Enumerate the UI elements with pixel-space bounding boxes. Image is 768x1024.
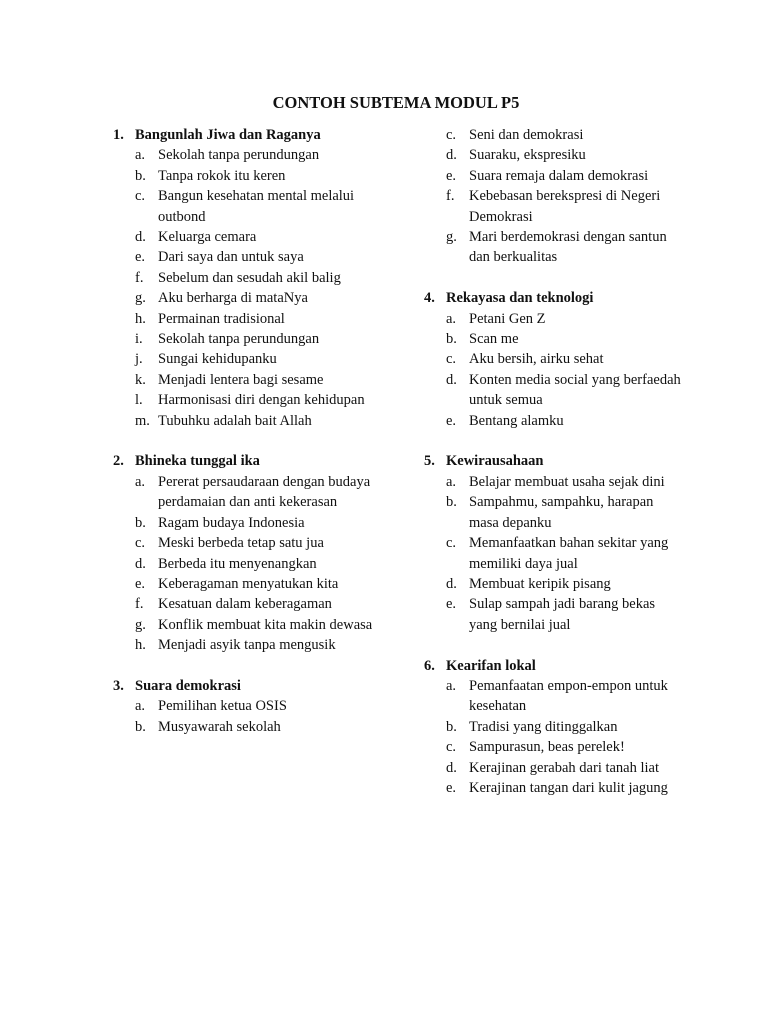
- item-text: Keberagaman menyatukan kita: [158, 575, 339, 592]
- item-letter: d.: [446, 371, 457, 388]
- section-title: Bangunlah Jiwa dan Raganya: [135, 127, 321, 143]
- spacer: [424, 431, 686, 451]
- item-text: Tubuhku adalah bait Allah: [158, 412, 312, 429]
- item-text: Aku berharga di mataNya: [158, 290, 308, 307]
- section-number: 2.: [113, 453, 124, 470]
- list-item: [424, 329, 686, 349]
- list-item: [424, 166, 686, 186]
- item-letter: g.: [446, 229, 457, 246]
- item-letter: f.: [135, 596, 144, 613]
- section-4: [424, 288, 686, 431]
- section-1: [113, 125, 375, 431]
- item-letter: m.: [135, 412, 150, 429]
- section-2: [113, 451, 375, 655]
- item-text: Sulap sampah jadi barang bekas yang bernilai jual: [469, 596, 656, 633]
- list-item: [113, 513, 375, 533]
- item-letter: e.: [446, 596, 457, 613]
- list-item: [424, 574, 686, 594]
- item-letter: b.: [135, 514, 146, 531]
- item-list: [424, 472, 686, 635]
- item-text: Sampurasun, beas perelek!: [469, 739, 625, 756]
- list-item: [113, 696, 375, 716]
- item-letter: h.: [135, 637, 146, 654]
- section-5: [424, 451, 686, 635]
- list-item: [424, 186, 686, 227]
- list-item: [113, 717, 375, 737]
- item-letter: a.: [446, 310, 457, 327]
- item-text: Menjadi lentera bagi sesame: [158, 371, 324, 388]
- section-title: Kearifan lokal: [446, 657, 536, 674]
- list-item: [113, 390, 375, 410]
- list-item: [113, 349, 375, 369]
- item-text: Aku bersih, airku sehat: [469, 351, 604, 368]
- spacer: [424, 635, 686, 655]
- list-item: [424, 472, 686, 492]
- item-list: [424, 676, 686, 798]
- list-item: [113, 288, 375, 308]
- section-6: [424, 656, 686, 799]
- item-text: Konten media social yang berfaedah untuk semua: [469, 371, 681, 409]
- item-text: Sekolah tanpa perundungan: [158, 331, 320, 348]
- list-item: [113, 615, 375, 635]
- item-text: Sungai kehidupanku: [158, 351, 277, 368]
- list-item: [424, 309, 686, 329]
- list-item: [113, 309, 375, 329]
- item-letter: d.: [446, 575, 457, 592]
- section-number: 5.: [424, 453, 435, 470]
- item-letter: b.: [446, 494, 457, 511]
- list-item: [424, 492, 686, 533]
- spacer: [113, 656, 375, 676]
- section-heading: [424, 656, 686, 676]
- list-item: [113, 186, 375, 227]
- section-heading: [113, 676, 375, 696]
- item-list: [113, 145, 375, 431]
- item-letter: c.: [446, 351, 457, 368]
- list-item: [424, 370, 686, 411]
- list-item: [424, 717, 686, 737]
- item-text: Kerajinan gerabah dari tanah liat: [469, 759, 660, 776]
- list-item: [113, 554, 375, 574]
- list-item: [424, 778, 686, 798]
- item-text: Musyawarah sekolah: [158, 718, 281, 735]
- list-item: [424, 594, 686, 635]
- item-letter: c.: [446, 739, 457, 756]
- list-item: [424, 227, 686, 268]
- item-letter: b.: [135, 167, 146, 184]
- item-letter: a.: [446, 473, 457, 490]
- item-text: Bentang alamku: [469, 412, 564, 429]
- list-item: [113, 533, 375, 553]
- item-letter: g.: [135, 290, 146, 307]
- item-letter: c.: [446, 127, 457, 143]
- item-letter: e.: [135, 249, 146, 266]
- spacer: [424, 268, 686, 288]
- item-letter: k.: [135, 371, 146, 388]
- item-text: Memanfaatkan bahan sekitar yang memiliki daya jual: [469, 535, 669, 572]
- item-letter: b.: [446, 331, 457, 348]
- item-text: Sebelum dan sesudah akil balig: [158, 269, 341, 286]
- item-letter: b.: [446, 718, 457, 735]
- item-text: Sekolah tanpa perundungan: [158, 147, 320, 164]
- list-item: [113, 370, 375, 390]
- item-letter: a.: [446, 677, 457, 694]
- item-list: [113, 472, 375, 656]
- list-item: [113, 145, 375, 165]
- section-heading: [113, 125, 375, 145]
- section-title: Suara demokrasi: [135, 677, 241, 694]
- item-text: Permainan tradisional: [158, 310, 285, 327]
- list-item: [113, 227, 375, 247]
- item-letter: d.: [135, 555, 146, 572]
- item-text: Pemilihan ketua OSIS: [158, 698, 287, 715]
- left-column: [113, 125, 375, 737]
- list-item: [113, 329, 375, 349]
- item-text: Mari berdemokrasi dengan santun dan berkualitas: [469, 229, 667, 266]
- list-item: [424, 676, 686, 717]
- item-text: Meski berbeda tetap satu jua: [158, 535, 324, 552]
- list-item: [113, 472, 375, 513]
- list-item: [113, 635, 375, 655]
- item-letter: j.: [135, 351, 143, 368]
- list-item: [113, 268, 375, 288]
- item-text: Scan me: [469, 331, 519, 348]
- item-letter: h.: [135, 310, 146, 327]
- section-heading: [424, 451, 686, 471]
- item-text: Suara remaja dalam demokrasi: [469, 167, 649, 184]
- spacer: [113, 431, 375, 451]
- item-letter: b.: [135, 718, 146, 735]
- item-letter: c.: [446, 535, 457, 552]
- section-number: 1.: [113, 127, 124, 143]
- page-title: CONTOH SUBTEMA MODUL P5: [272, 93, 520, 112]
- item-letter: i.: [135, 331, 143, 348]
- item-text: Tanpa rokok itu keren: [158, 167, 286, 184]
- item-letter: c.: [135, 188, 146, 205]
- section-heading: [113, 451, 375, 471]
- right-column: [424, 125, 686, 798]
- list-item: [424, 533, 686, 574]
- item-text: Petani Gen Z: [469, 310, 546, 327]
- item-text: Sampahmu, sampahku, harapan masa depanku: [469, 494, 654, 531]
- section-heading: [424, 288, 686, 308]
- section-number: 4.: [424, 290, 435, 307]
- item-letter: a.: [135, 473, 146, 490]
- item-letter: f.: [446, 188, 455, 205]
- item-letter: e.: [446, 779, 457, 796]
- item-text: Bangun kesehatan mental melalui outbond: [158, 188, 355, 225]
- item-text: Kesatuan dalam keberagaman: [158, 596, 332, 613]
- list-item: [113, 166, 375, 186]
- item-text: Dari saya dan untuk saya: [158, 249, 304, 266]
- item-text: Menjadi asyik tanpa mengusik: [158, 637, 336, 654]
- item-text: Membuat keripik pisang: [469, 575, 611, 592]
- item-text: Belajar membuat usaha sejak dini: [469, 473, 665, 490]
- section-3: [113, 676, 375, 737]
- list-item: [424, 737, 686, 757]
- item-text: Pererat persaudaraan dengan budaya perdamaian dan anti kekerasan: [158, 473, 371, 511]
- item-text: Keluarga cemara: [158, 229, 257, 246]
- item-text: Harmonisasi diri dengan kehidupan: [158, 392, 365, 409]
- item-text: Kerajinan tangan dari kulit jagung: [469, 779, 668, 796]
- item-text: Konflik membuat kita makin dewasa: [158, 616, 373, 633]
- list-item: [113, 411, 375, 431]
- list-item: [424, 411, 686, 431]
- section-title: Kewirausahaan: [446, 453, 544, 470]
- section-number: 3.: [113, 677, 124, 694]
- list-item: [113, 594, 375, 614]
- item-letter: e.: [446, 167, 457, 184]
- item-letter: d.: [135, 229, 146, 246]
- item-list: [113, 696, 375, 737]
- section-3-continued: [424, 125, 686, 268]
- item-letter: c.: [135, 535, 146, 552]
- item-list: [424, 309, 686, 431]
- list-item: [424, 349, 686, 369]
- item-text: Pemanfaatan empon-empon untuk kesehatan: [469, 677, 668, 715]
- section-title: Rekayasa dan teknologi: [446, 290, 594, 307]
- item-text: Berbeda itu menyenangkan: [158, 555, 317, 572]
- item-letter: e.: [135, 575, 146, 592]
- item-text: Kebebasan berekspresi di Negeri Demokrasi: [469, 188, 661, 225]
- section-number: 6.: [424, 657, 435, 674]
- item-text: Suaraku, ekspresiku: [469, 147, 586, 164]
- list-item: [424, 758, 686, 778]
- item-letter: a.: [135, 147, 146, 164]
- list-item: [424, 125, 686, 145]
- item-letter: d.: [446, 147, 457, 164]
- list-item: [424, 145, 686, 165]
- item-text: Seni dan demokrasi: [469, 127, 584, 143]
- item-letter: g.: [135, 616, 146, 633]
- item-list: [424, 125, 686, 268]
- list-item: [113, 247, 375, 267]
- item-letter: d.: [446, 759, 457, 776]
- item-text: Tradisi yang ditinggalkan: [469, 718, 618, 735]
- item-letter: f.: [135, 269, 144, 286]
- item-text: Ragam budaya Indonesia: [158, 514, 305, 531]
- section-title: Bhineka tunggal ika: [135, 453, 260, 470]
- list-item: [113, 574, 375, 594]
- item-letter: e.: [446, 412, 457, 429]
- item-letter: a.: [135, 698, 146, 715]
- item-letter: l.: [135, 392, 143, 409]
